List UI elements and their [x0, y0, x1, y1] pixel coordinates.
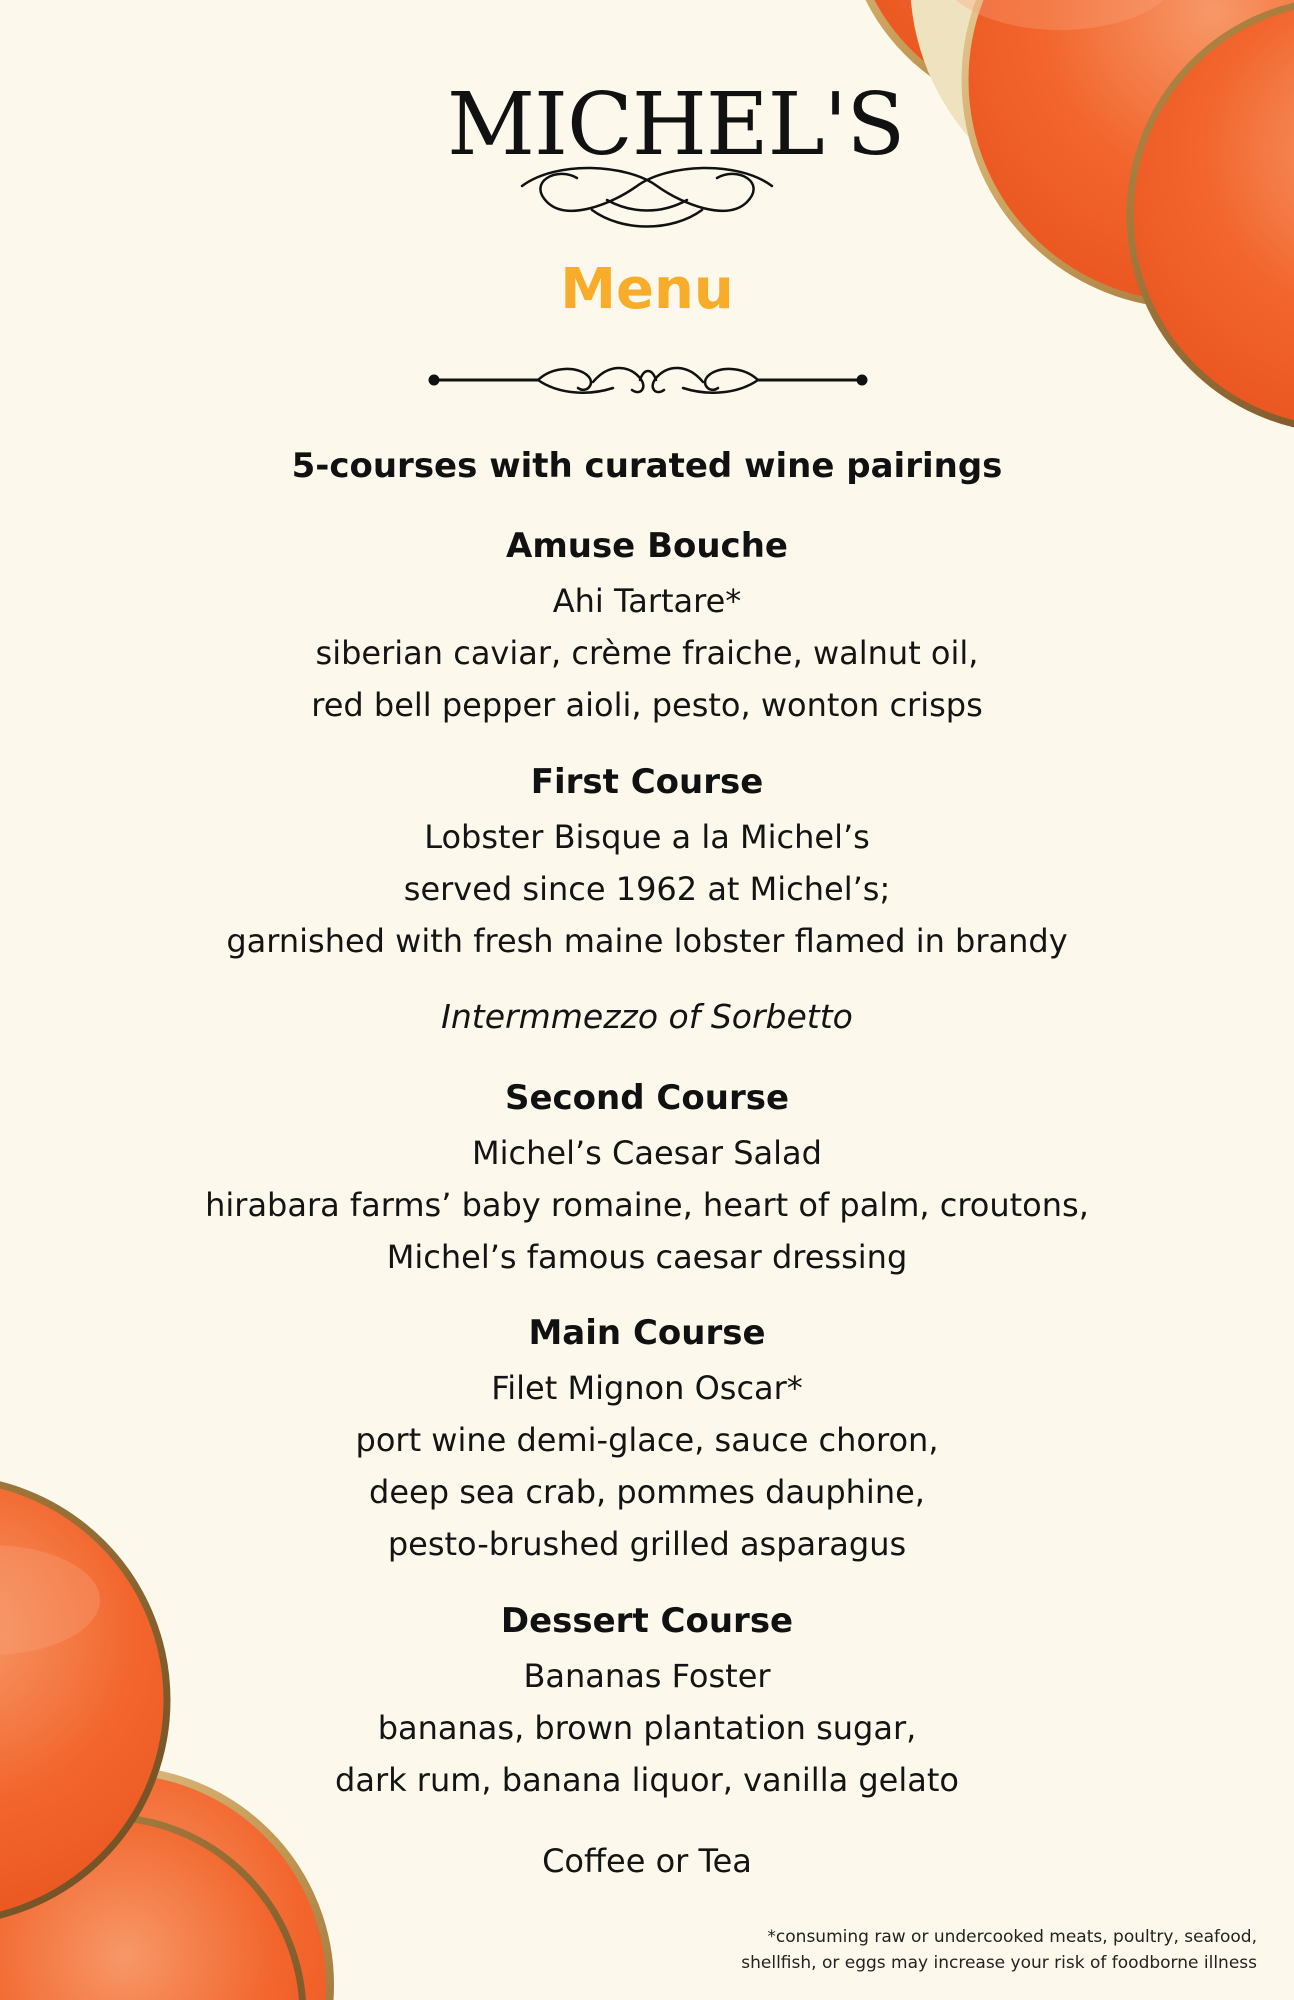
logo-wordmark: MICHEL'S — [447, 75, 905, 175]
course-description-line: port wine demi-glace, sauce choron, — [355, 1421, 939, 1459]
course-description-line: siberian caviar, crème fraiche, walnut oil, — [315, 634, 979, 672]
course-dish-name: Filet Mignon Oscar* — [491, 1369, 803, 1407]
course-description-line: red bell pepper aioli, pesto, wonton crisps — [311, 686, 983, 724]
course-dish-name: Ahi Tartare* — [552, 582, 742, 620]
ornamental-divider-icon — [428, 358, 868, 402]
course-heading-amuse-bouche: Amuse Bouche — [506, 526, 788, 566]
course-description-line: bananas, brown plantation sugar, — [377, 1709, 917, 1747]
course-description-line: hirabara farms’ baby romaine, heart of palm, croutons, — [205, 1186, 1089, 1224]
restaurant-logo — [447, 75, 905, 242]
course-heading-main: Main Course — [528, 1313, 766, 1353]
course-description-line: pesto-brushed grilled asparagus — [387, 1525, 907, 1563]
course-heading-dessert: Dessert Course — [500, 1601, 794, 1641]
disclaimer-line: *consuming raw or undercooked meats, poultry, seafood, — [767, 1927, 1257, 1947]
menu-subtitle: 5-courses with curated wine pairings — [291, 446, 1003, 486]
course-description-line: dark rum, banana liquor, vanilla gelato — [335, 1761, 959, 1799]
course-dish-name: Lobster Bisque a la Michel’s — [424, 818, 870, 856]
course-dish-name: Bananas Foster — [523, 1657, 771, 1695]
course-description-line: deep sea crab, pommes dauphine, — [369, 1473, 925, 1511]
health-disclaimer — [697, 1925, 1257, 1976]
course-heading-second: Second Course — [504, 1078, 790, 1118]
menu-title: Menu — [560, 257, 734, 322]
course-dish-name: Michel’s Caesar Salad — [472, 1134, 822, 1172]
disclaimer-line: shellfish, or eggs may increase your risk of foodborne illness — [741, 1952, 1257, 1973]
closing-beverage: Coffee or Tea — [542, 1842, 752, 1880]
course-description-line: served since 1962 at Michel’s; — [403, 870, 891, 908]
intermezzo-note: Intermmezzo of Sorbetto — [441, 997, 853, 1036]
course-heading-first: First Course — [530, 762, 764, 802]
course-description-line: Michel’s famous caesar dressing — [386, 1238, 908, 1276]
course-description-line: garnished with fresh maine lobster flamed in brandy — [226, 922, 1068, 960]
logo-flourish-icon — [447, 75, 905, 242]
